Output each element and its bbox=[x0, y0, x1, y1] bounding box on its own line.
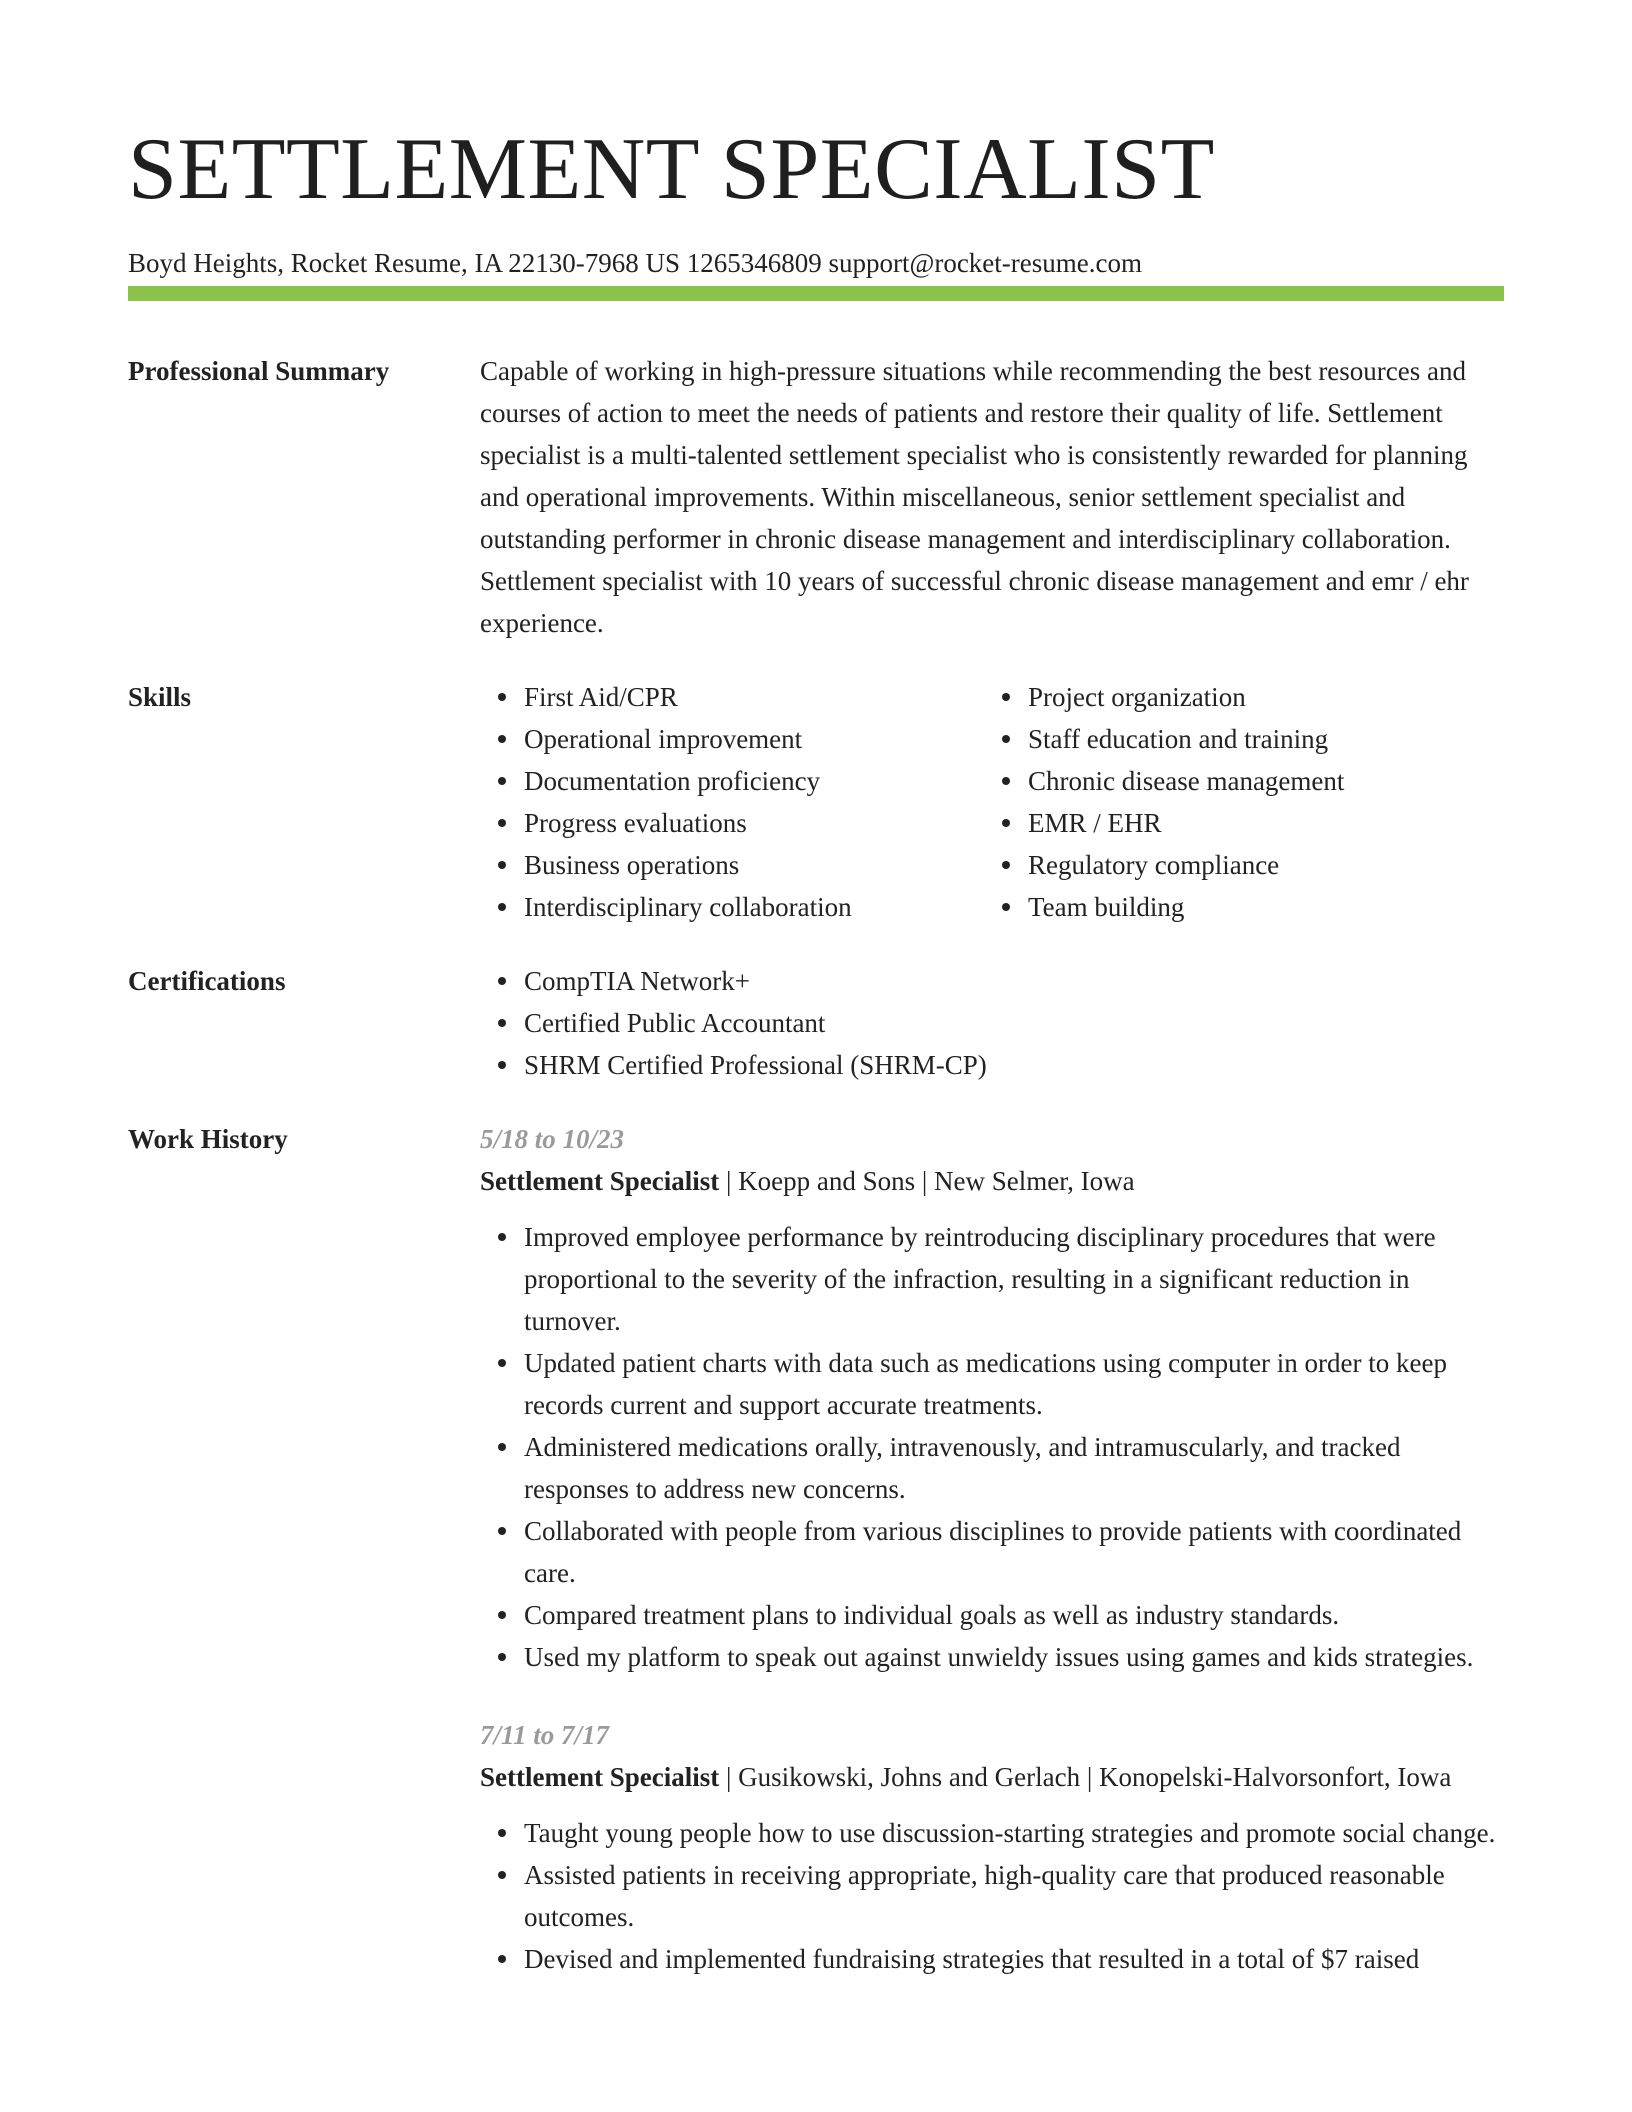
section-skills bbox=[128, 676, 1504, 928]
work-history-body bbox=[480, 1118, 1504, 2016]
accent-divider bbox=[128, 286, 1504, 301]
job-entry bbox=[480, 1118, 1504, 1678]
section-certifications bbox=[128, 960, 1504, 1086]
job-dates: 5/18 to 10/23 bbox=[480, 1124, 625, 1154]
job-bullet: Taught young people how to use discussion-starting strategies and promote social change. bbox=[524, 1812, 1504, 1854]
section-label-work-history: Work History bbox=[128, 1124, 288, 1154]
resume-header bbox=[128, 120, 1504, 280]
skill-item: Documentation proficiency bbox=[524, 760, 984, 802]
skills-list-left bbox=[480, 676, 984, 928]
section-label-summary: Professional Summary bbox=[128, 356, 390, 386]
skill-item: Operational improvement bbox=[524, 718, 984, 760]
skills-list-right bbox=[984, 676, 1488, 928]
job-bullet: Administered medications orally, intravenously, and intramuscularly, and tracked responses to address new concerns. bbox=[524, 1426, 1504, 1510]
job-title: Settlement Specialist bbox=[480, 1166, 720, 1196]
job-bullet: Collaborated with people from various disciplines to provide patients with coordinated care. bbox=[524, 1510, 1504, 1594]
job-heading bbox=[480, 1160, 1504, 1202]
skills-column-right bbox=[984, 676, 1488, 928]
section-professional-summary bbox=[128, 350, 1504, 644]
job-bullet: Used my platform to speak out against unwieldy issues using games and kids strategies. bbox=[524, 1636, 1504, 1678]
job-details: | Koepp and Sons | New Selmer, Iowa bbox=[719, 1166, 1135, 1196]
job-title: Settlement Specialist bbox=[480, 1762, 720, 1792]
certifications-list bbox=[480, 960, 1504, 1086]
certification-item: Certified Public Accountant bbox=[524, 1002, 1504, 1044]
page-title: SETTLEMENT SPECIALIST bbox=[128, 121, 1215, 218]
skill-item: Regulatory compliance bbox=[1028, 844, 1488, 886]
job-bullet: Assisted patients in receiving appropriate, high-quality care that produced reasonable outcomes. bbox=[524, 1854, 1504, 1938]
section-label-skills: Skills bbox=[128, 682, 192, 712]
skills-column-left bbox=[480, 676, 984, 928]
skills-columns bbox=[480, 676, 1504, 928]
section-work-history bbox=[128, 1118, 1504, 2016]
job-bullet: Compared treatment plans to individual goals as well as industry standards. bbox=[524, 1594, 1504, 1636]
resume-content bbox=[128, 350, 1504, 2016]
summary-text: Capable of working in high-pressure situations while recommending the best resources and courses of action to meet the needs of patients and restore their quality of life. Settlement specialist is a multi-talented settlement specialist who is consistently rewarded for planning and operational improvements. Within miscellaneous, senior settlement specialist and outstanding performer in chronic disease management and interdisciplinary collaboration. Settlement specialist with 10 years of successful chronic disease management and emr / ehr experience. bbox=[480, 356, 1469, 638]
contact-info: Boyd Heights, Rocket Resume, IA 22130-7968 US 1265346809 support@rocket-resume.com bbox=[128, 248, 1142, 278]
job-dates: 7/11 to 7/17 bbox=[480, 1720, 610, 1750]
job-details: | Gusikowski, Johns and Gerlach | Konopelski-Halvorsonfort, Iowa bbox=[719, 1762, 1452, 1792]
certification-item: CompTIA Network+ bbox=[524, 960, 1504, 1002]
skill-item: EMR / EHR bbox=[1028, 802, 1488, 844]
skill-item: First Aid/CPR bbox=[524, 676, 984, 718]
skill-item: Business operations bbox=[524, 844, 984, 886]
job-bullets bbox=[480, 1216, 1504, 1678]
section-label-certifications: Certifications bbox=[128, 966, 286, 996]
certifications-body bbox=[480, 960, 1504, 1086]
certification-item: SHRM Certified Professional (SHRM-CP) bbox=[524, 1044, 1504, 1086]
skill-item: Project organization bbox=[1028, 676, 1488, 718]
job-bullets bbox=[480, 1812, 1504, 1980]
skill-item: Progress evaluations bbox=[524, 802, 984, 844]
skill-item: Staff education and training bbox=[1028, 718, 1488, 760]
job-heading bbox=[480, 1756, 1504, 1798]
skill-item: Interdisciplinary collaboration bbox=[524, 886, 984, 928]
job-entry bbox=[480, 1714, 1504, 1980]
job-bullet: Updated patient charts with data such as medications using computer in order to keep records current and support accurate treatments. bbox=[524, 1342, 1504, 1426]
skill-item: Team building bbox=[1028, 886, 1488, 928]
skill-item: Chronic disease management bbox=[1028, 760, 1488, 802]
job-bullet: Improved employee performance by reintroducing disciplinary procedures that were proportional to the severity of the infraction, resulting in a significant reduction in turnover. bbox=[524, 1216, 1504, 1342]
job-bullet: Devised and implemented fundraising strategies that resulted in a total of $7 raised bbox=[524, 1938, 1504, 1980]
summary-body bbox=[480, 350, 1504, 644]
skills-body bbox=[480, 676, 1504, 928]
